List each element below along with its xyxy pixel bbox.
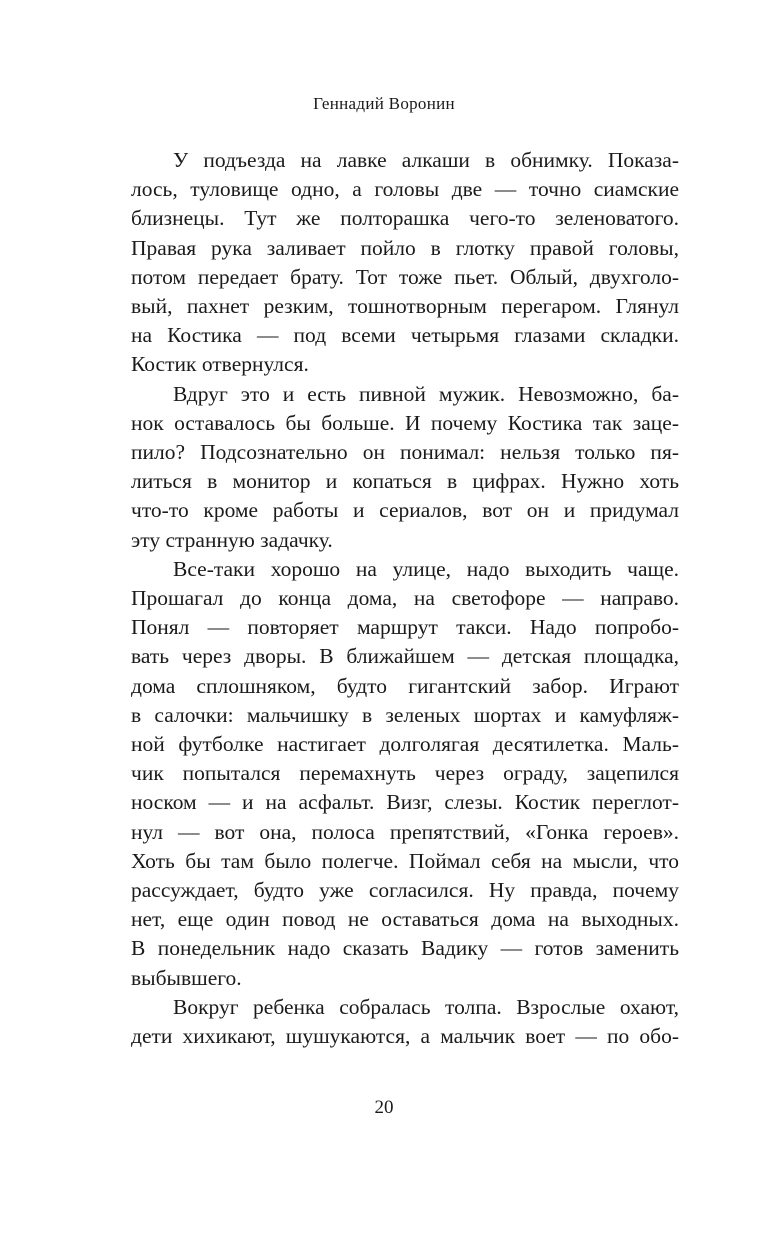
text-line: близнецы. Тут же полторашка чего-то зеленоватого. bbox=[131, 206, 679, 231]
text-line: нул — вот она, полоса препятствий, «Гонка героев». bbox=[131, 819, 679, 844]
text-line: дома сплошняком, будто гигантский забор. Играют bbox=[131, 673, 679, 698]
text-line: носком — и на асфальт. Визг, слезы. Костик переглот- bbox=[131, 790, 679, 815]
text-line: Вдруг это и есть пивной мужик. Невозможно, ба- bbox=[173, 381, 679, 406]
text-line: ной футболке настигает долголягая десятилетка. Маль- bbox=[131, 732, 679, 757]
text-line: чик попытался перемахнуть через ограду, зацепился bbox=[131, 761, 679, 786]
text-line: выбывшего. bbox=[131, 965, 242, 990]
paragraph bbox=[131, 380, 679, 555]
text-line: литься в монитор и копаться в цифрах. Нужно хоть bbox=[131, 469, 679, 494]
text-line: эту странную задачку. bbox=[131, 527, 333, 552]
text-line: В понедельник надо сказать Вадику — готов заменить bbox=[131, 936, 679, 961]
text-line: что-то кроме работы и сериалов, вот он и придумал bbox=[131, 498, 679, 523]
text-line: Понял — повторяет маршрут такси. Надо попробо- bbox=[131, 615, 679, 640]
text-line: рассуждает, будто уже согласился. Ну правда, почему bbox=[131, 878, 679, 903]
body-text bbox=[131, 146, 679, 1051]
text-line: нет, еще один повод не оставаться дома на выходных. bbox=[131, 907, 679, 932]
text-line: вать через дворы. В ближайшем — детская площадка, bbox=[131, 644, 679, 669]
text-line: Костик отвернулся. bbox=[131, 352, 309, 377]
text-line: дети хихикают, шушукаются, а мальчик воет — по обо- bbox=[131, 1024, 679, 1049]
running-head: Геннадий Воронин bbox=[313, 94, 455, 113]
text-line: Хоть бы там было полегче. Поймал себя на мысли, что bbox=[131, 848, 679, 873]
page-number: 20 bbox=[374, 1097, 394, 1118]
text-line: вый, пахнет резким, тошнотворным перегаром. Глянул bbox=[131, 294, 679, 319]
text-line: в салочки: мальчишку в зеленых шортах и камуфляж- bbox=[131, 702, 679, 727]
text-line: пило? Подсознательно он понимал: нельзя только пя- bbox=[131, 440, 679, 465]
text-line: У подъезда на лавке алкаши в обнимку. Показа- bbox=[173, 148, 679, 172]
text-line: Правая рука заливает пойло в глотку правой головы, bbox=[131, 235, 679, 260]
text-line: лось, туловище одно, а головы две — точно сиамские bbox=[131, 177, 679, 202]
text-line: Вокруг ребенка собралась толпа. Взрослые охают, bbox=[173, 994, 679, 1019]
text-line: Прошагал до конца дома, на светофоре — направо. bbox=[131, 586, 679, 611]
paragraph bbox=[131, 146, 679, 380]
paragraph bbox=[131, 993, 679, 1051]
text-line: Все-таки хорошо на улице, надо выходить чаще. bbox=[173, 556, 679, 581]
paragraph bbox=[131, 555, 679, 993]
text-line: на Костика — под всеми четырьмя глазами складки. bbox=[131, 323, 679, 348]
text-line: нок оставалось бы больше. И почему Костика так заце- bbox=[131, 410, 679, 435]
text-line: потом передает брату. Тот тоже пьет. Облый, двухголо- bbox=[131, 264, 679, 289]
